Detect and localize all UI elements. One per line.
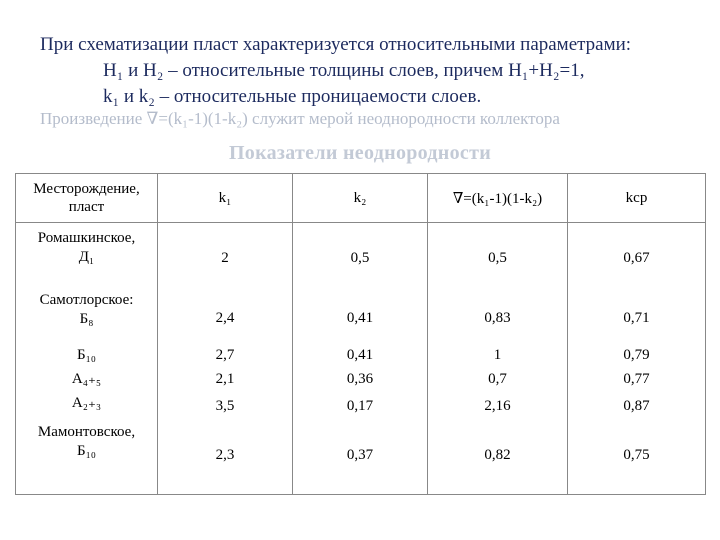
nabla-value: 2,16 <box>484 397 511 414</box>
kavg-value: 0,87 <box>623 397 650 414</box>
field-name: Ромашкинское, <box>37 230 136 246</box>
k2-value: 0,37 <box>346 446 374 463</box>
table-row <box>16 419 706 495</box>
kavg-value: 0,79 <box>623 346 650 363</box>
table-row <box>16 393 706 419</box>
kavg-value: 0,71 <box>623 309 650 326</box>
field-layer: А₄₊₅ <box>71 370 102 387</box>
field-layer: Б₈ <box>79 310 94 327</box>
field-layer: Б₁₀ <box>76 346 97 363</box>
intro-line-3: k₁ и k₂ – относительные проницаемости слоев. <box>103 86 482 107</box>
table-row <box>16 345 706 369</box>
k1-value: 2,4 <box>215 309 235 326</box>
kavg-value: 0,67 <box>623 250 650 266</box>
table-row <box>16 223 706 289</box>
field-layer: Б₁₀ <box>76 442 97 459</box>
k1-value: 2,3 <box>215 446 235 463</box>
header-k2: k₂ <box>293 174 428 223</box>
kavg-value: 0,75 <box>623 446 650 463</box>
k1-value: 2,7 <box>215 346 235 363</box>
intro-line-1: При схематизации пласт характеризуется относительными параметрами: <box>40 34 632 55</box>
nabla-value: 0,5 <box>488 250 507 266</box>
field-name: Самотлорское: <box>39 291 134 308</box>
table-title: Показатели неоднородности <box>228 142 492 164</box>
k1-value: 2 <box>221 250 229 266</box>
table-row <box>16 369 706 393</box>
k1-value: 3,5 <box>215 397 235 414</box>
nabla-value: 0,82 <box>484 446 511 463</box>
k1-value: 2,1 <box>215 370 235 387</box>
k2-value: 0,41 <box>346 346 374 363</box>
k2-value: 0,17 <box>346 397 374 414</box>
k2-value: 0,36 <box>346 370 374 387</box>
nabla-value: 0,7 <box>488 370 507 387</box>
field-name: Мамонтовское, <box>37 423 136 440</box>
k2-value: 0,41 <box>346 309 374 326</box>
kavg-value: 0,77 <box>623 370 650 387</box>
intro-line-2: H₁ и H₂ – относительные толщины слоев, причем H₁+H₂=1, <box>103 60 585 81</box>
k2-value: 0,5 <box>350 250 370 266</box>
table-header-row <box>16 174 706 223</box>
header-kavg: kср <box>568 174 706 223</box>
intro-line-4: Произведение ∇=(k₁-1)(1-k₂) служит мерой неоднородности коллектора <box>40 109 560 128</box>
heterogeneity-table <box>15 173 706 495</box>
header-field: Месторождение, пласт <box>16 174 158 223</box>
header-k1: k₁ <box>158 174 293 223</box>
nabla-value: 1 <box>493 346 502 363</box>
field-layer: Д₁ <box>78 249 95 265</box>
header-nabla: ∇=(k₁-1)(1-k₂) <box>428 174 568 223</box>
nabla-value: 0,83 <box>484 309 511 326</box>
table-row <box>16 289 706 345</box>
field-layer: А₂₊₃ <box>71 394 102 411</box>
